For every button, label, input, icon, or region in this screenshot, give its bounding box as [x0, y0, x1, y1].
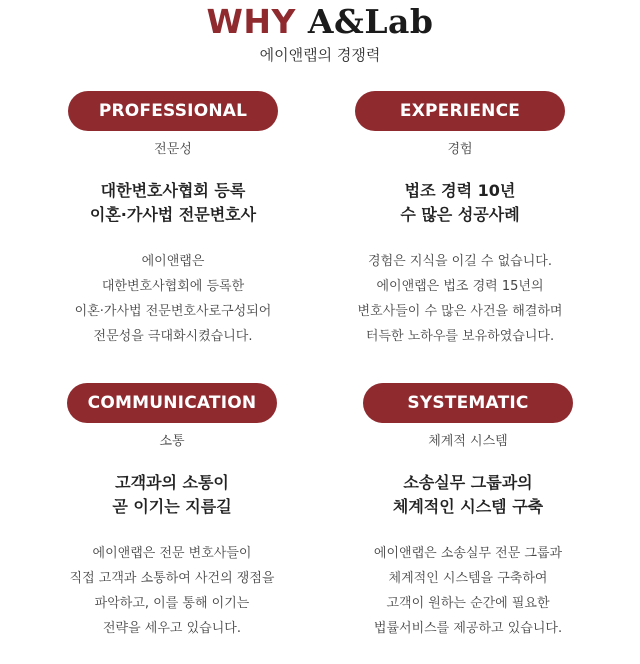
feature-heading-line: 고객과의 소통이 [115, 473, 229, 492]
feature-heading [330, 179, 590, 227]
page-title [0, 2, 640, 42]
feature-label-badge: SYSTEMATIC [363, 383, 573, 423]
description-line: 직접 고객과 소통하여 사건의 쟁점을 [69, 571, 275, 586]
feature-card-communication [42, 383, 302, 641]
feature-heading [43, 179, 303, 227]
description-line: 전문성을 극대화시켰습니다. [93, 329, 253, 344]
description-line: 에이앤랩은 법조 경력 15년의 [376, 279, 544, 294]
feature-card-systematic [338, 383, 598, 641]
description-line: 에이앤랩은 [141, 254, 205, 269]
description-line: 변호사들이 수 많은 사건을 해결하며 [357, 304, 563, 319]
feature-description [338, 541, 598, 641]
feature-heading-line: 체계적인 시스템 구축 [392, 497, 544, 516]
brand-logo-text: A&Lab [307, 2, 434, 41]
description-line: 파악하고, 이를 통해 이기는 [94, 596, 250, 611]
feature-subtitle: 체계적 시스템 [428, 434, 508, 449]
feature-heading-line: 이혼·가사법 전문변호사 [89, 205, 257, 224]
page-header [0, 0, 640, 65]
feature-description [43, 249, 303, 349]
description-line: 법률서비스를 제공하고 있습니다. [373, 621, 563, 636]
description-line: 이혼·가사법 전문변호사로구성되어 [74, 304, 272, 319]
feature-subtitle: 전문성 [154, 142, 192, 157]
feature-heading [42, 471, 302, 519]
description-line: 에이앤랩은 소송실무 전문 그룹과 [373, 546, 563, 561]
feature-heading-line: 대한변호사협회 등록 [100, 181, 246, 200]
feature-card-professional [43, 91, 303, 349]
description-line: 경험은 지식을 이길 수 없습니다. [368, 254, 552, 269]
feature-label-badge: COMMUNICATION [67, 383, 277, 423]
feature-description [42, 541, 302, 641]
feature-subtitle: 소통 [159, 434, 185, 449]
feature-description [330, 249, 590, 349]
description-line: 고객이 원하는 순간에 필요한 [386, 596, 550, 611]
feature-heading-line: 법조 경력 10년 [404, 181, 516, 200]
feature-heading-line: 곧 이기는 지름길 [112, 497, 232, 516]
description-line: 터득한 노하우를 보유하였습니다. [365, 329, 555, 344]
feature-card-experience [330, 91, 590, 349]
feature-heading [338, 471, 598, 519]
title-why: WHY [206, 2, 296, 41]
description-line: 에이앤랩은 전문 변호사들이 [92, 546, 252, 561]
description-line: 체계적인 시스템을 구축하여 [388, 571, 548, 586]
feature-label-badge: EXPERIENCE [355, 91, 565, 131]
feature-subtitle: 경험 [447, 142, 473, 157]
feature-label-badge: PROFESSIONAL [68, 91, 278, 131]
description-line: 전략을 세우고 있습니다. [103, 621, 241, 636]
feature-heading-line: 소송실무 그룹과의 [403, 473, 533, 492]
description-line: 대한변호사협회에 등록한 [101, 279, 245, 294]
feature-heading-line: 수 많은 성공사례 [400, 205, 520, 224]
page-subtitle: 에이앤랩의 경쟁력 [259, 46, 381, 64]
